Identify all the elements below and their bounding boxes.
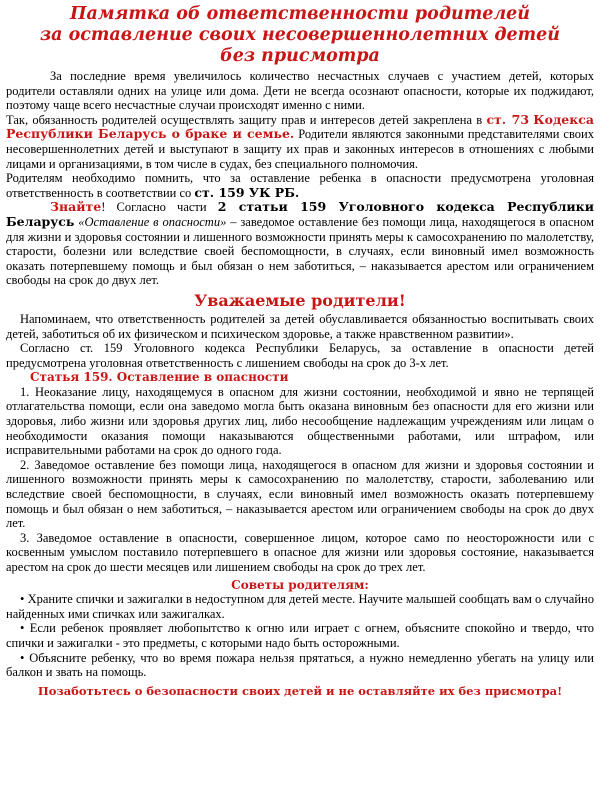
marriage-code-title-ref: Кодекса Республики Беларусь о браке и семье.: [6, 111, 594, 142]
intro-p2-text-a: Так, обязанность родителей осуществлять защиту прав и интересов детей закреплена в: [6, 112, 487, 127]
footer-slogan: Позаботьтесь о безопасности своих детей и не оставляйте их без присмотра!: [37, 683, 563, 698]
intro-paragraph-2: [6, 113, 594, 171]
appeal-paragraph-2: Согласно ст. 159 Уголовного кодекса Республики Беларусь, за оставление в опасности детей предусмотрена уголовная ответственность с лишением свободы на срок до 3-х лет.: [6, 341, 594, 370]
advice-heading: Советы родителям:: [231, 577, 369, 592]
intro-p3-text: Родителям необходимо помнить, что за оставление ребенка в опасности предусмотрена уголовная ответственность в соответствии со: [6, 171, 594, 200]
intro-paragraph-3: [6, 171, 594, 200]
article-item-2: 2. Заведомое оставление без помощи лица, находящегося в опасном для жизни и здоровья состоянии и лишенного возможности принять меры к самосохранению по малолетству, старости, заболеванию или вследствие своей беспомощности, в случаях, если виновный имел возможность оказать потерпевшему помощь и был обязан о нем заботиться, – наказывается арестом или ограничением свободы на срок до двух лет.: [6, 457, 594, 531]
know-word: Знайте: [50, 199, 102, 215]
intro-p4-text-b: – заведомое оставление без помощи лица, находящегося в опасном для жизни и здоровья состоянии и лишенного возможности принять меры к самосохранению по малолетству, старости, болезни или вследствие своей беспомощности, в случаях, если виновный имел возможность оказать потерпевшему помощь и был обязан о нем заботиться, – наказывается арестом или ограничением свободы на срок до двух лет.: [6, 214, 594, 288]
advice-tip-1: • Храните спички и зажигалки в недоступном для детей месте. Научите малышей сообщать вам о случайно найденных ими спичках или зажигалках.: [6, 592, 594, 621]
intro-paragraph-1: За последние время увеличилось количество несчастных случаев с участием детей, которых родители оставляли одних на улице или дома. Дети не всегда осознают опасности, которые их поджидают, поэтому чаще всего несчастные случаи происходят именно с ними.: [6, 69, 594, 113]
criminal-code-ref: ст. 159 УК РБ.: [194, 184, 300, 200]
advice-tip-3: • Объясните ребенку, что во время пожара нельзя прятаться, а нужно немедленно убегать на улицу или балкон и звать на помощь.: [6, 650, 594, 680]
page-title: [6, 4, 594, 67]
title-line-1: Памятка об ответственности родителей: [69, 4, 531, 24]
intro-p4-text-a: ! Согласно части: [101, 200, 218, 215]
article-item-3: 3. Заведомое оставление в опасности, совершенное лицом, которое само по неосторожности или с косвенным умыслом поставило потерпевшего в опасное для жизни или здоровья состояние, наказывается арестом на срок до шести месяцев или лишением свободы на срок до трех лет.: [6, 530, 594, 574]
intro-p2-text-b: Родители являются законными представителями своих несовершеннолетних детей и выступают в защиту их прав и законных интересов в отношениях с любыми лицами и организациями, в том числе в судах, без специального полномочия.: [6, 127, 594, 171]
article-item-1: 1. Неоказание лицу, находящемуся в опасном для жизни состоянии, необходимой и явно не терпящей отлагательства помощи, если она заведомо могла быть оказана виновным без опасности для его жизни или здоровья, либо жизни или здоровья других лиц, либо несообщение надлежащим учреждениям или лицам о необходимости оказания помощи наказываются общественными работами, или штрафом, или исправительными работами на срок до одного года.: [6, 384, 594, 458]
title-line-2: за оставление своих несовершеннолетних детей: [39, 25, 561, 45]
appeal-paragraph-1: Напоминаем, что ответственность родителей за детей обуславливается обязанностью воспитывать своих детей, заботиться об их физическом и психическом здоровье, а также нравственном развитии».: [6, 311, 594, 341]
article-159-title: Статья 159. Оставление в опасности: [30, 370, 289, 385]
title-line-3: без присмотра: [220, 46, 380, 66]
advice-tip-2: • Если ребенок проявляет любопытство к огню или играет с огнем, объясните спокойно и твердо, что спички и зажигалки - это предметы, с которыми надо быть осторожными.: [6, 621, 594, 650]
leaving-in-danger-quote: «Оставление в опасности»: [74, 214, 227, 229]
intro-paragraph-4: [6, 200, 594, 288]
marriage-code-article-ref: ст. 73: [486, 111, 530, 127]
article-159-part-2-ref: 2 статьи 159 Уголовного кодекса Республики Беларусь: [6, 199, 594, 229]
appeal-heading: Уважаемые родители!: [194, 290, 406, 310]
